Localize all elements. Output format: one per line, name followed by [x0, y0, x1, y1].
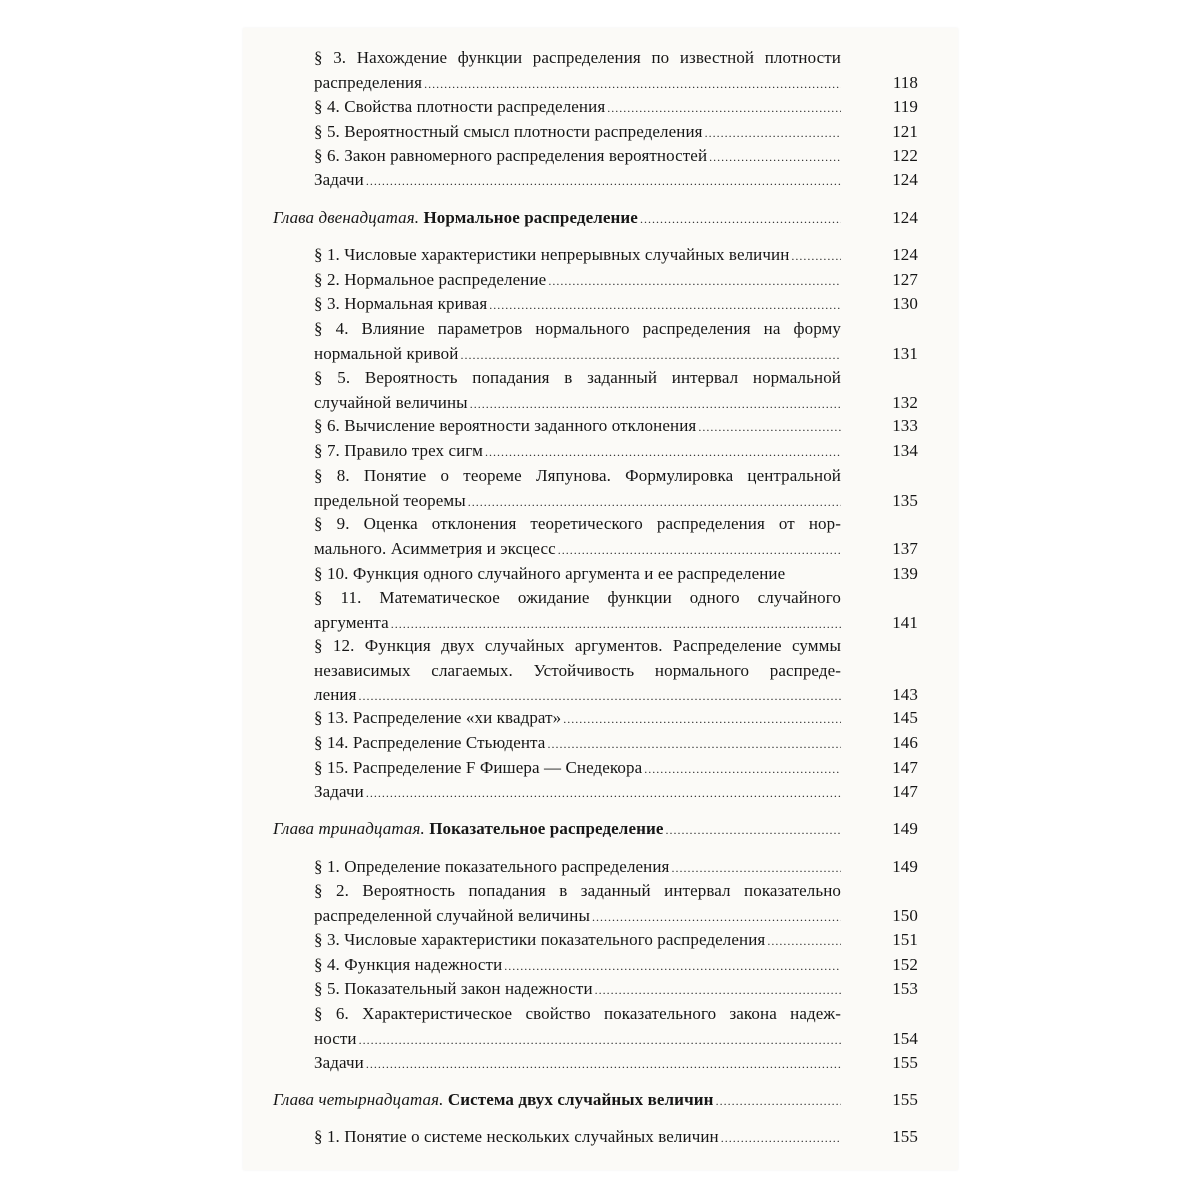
- entry-title: распределения: [314, 72, 423, 92]
- toc-entry-line: [314, 562, 841, 586]
- page-number: 124: [892, 170, 918, 189]
- toc-entry-line: [314, 439, 841, 463]
- entry-title: ления: [314, 685, 357, 704]
- dot-leader: [640, 207, 841, 231]
- page-number: 155: [892, 1053, 918, 1072]
- dot-leader: [366, 169, 841, 193]
- toc-entry-line: [314, 928, 841, 952]
- page-number: 122: [892, 146, 918, 165]
- toc-entry-line: [314, 120, 841, 144]
- dot-leader: [548, 269, 841, 293]
- toc-entry-line: [314, 243, 841, 267]
- toc-entry-line: § 8. Понятие о теореме Ляпунова. Формулировка центральной: [314, 466, 841, 485]
- dot-leader: [366, 1052, 841, 1076]
- entry-title: аргумента: [314, 612, 389, 632]
- page-number: 134: [892, 441, 918, 460]
- dot-leader: [558, 538, 841, 562]
- page-number: 153: [892, 979, 918, 998]
- toc-entry-line: § 12. Функция двух случайных аргументов. Распределение суммы: [314, 636, 841, 655]
- toc-entry-line: § 11. Математическое ожидание функции одного случайного: [314, 588, 841, 607]
- dot-leader: [767, 929, 841, 953]
- page-number: 139: [892, 564, 918, 583]
- dot-leader: [468, 490, 841, 514]
- entry-title: § 5. Показательный закон надежности: [314, 979, 593, 998]
- entry-title: § 6. Закон равномерного распределения вероятностей: [314, 146, 708, 165]
- entry-title: § 6. Вычисление вероятности заданного отклонения: [314, 416, 697, 435]
- chapter-label: Глава двенадцатая.: [273, 208, 420, 227]
- chapter-title: Система двух случайных величин: [447, 1090, 714, 1109]
- toc-entry-line: [314, 780, 841, 804]
- page-number: 152: [892, 955, 918, 974]
- dot-leader: [359, 684, 841, 708]
- toc-entry-line: [314, 855, 841, 879]
- toc-entry-line: [314, 414, 841, 438]
- entry-title: Задачи: [314, 170, 364, 189]
- entry-title: § 1. Числовые характеристики непрерывных случайных величин: [314, 245, 790, 264]
- chapter-label: Глава четырнадцатая.: [273, 1090, 444, 1109]
- toc-entry-line: [314, 1051, 841, 1075]
- dot-leader: [592, 905, 841, 929]
- entry-title: § 1. Понятие о системе нескольких случайных величин: [314, 1127, 719, 1146]
- page-number: 149: [892, 819, 918, 838]
- page-number: 118: [892, 72, 918, 92]
- toc-entry-line: [314, 683, 841, 707]
- dot-leader: [671, 856, 841, 880]
- toc-entry-line: [314, 1027, 841, 1051]
- toc-entry-line: [314, 756, 841, 780]
- toc-entry-line: [314, 977, 841, 1001]
- page-number: 127: [892, 270, 918, 289]
- toc-entry-line: § 5. Вероятность попадания в заданный интервал нормальной: [314, 368, 841, 387]
- toc-entry-line: § 4. Влияние параметров нормального распределения на форму: [314, 319, 841, 338]
- entry-title: Задачи: [314, 782, 364, 801]
- dot-leader: [705, 121, 841, 145]
- page-number: 154: [892, 1028, 918, 1048]
- page-number: 121: [892, 122, 918, 141]
- toc-entry-line: [314, 391, 841, 415]
- toc-entry-line: § 9. Оценка отклонения теоретического распределения от нор-: [314, 514, 841, 533]
- page-number: 150: [892, 905, 918, 925]
- page-number: 147: [892, 758, 918, 777]
- toc-entry-line: [314, 268, 841, 292]
- dot-leader: [391, 612, 841, 636]
- dot-leader: [470, 392, 841, 416]
- entry-title: Задачи: [314, 1053, 364, 1072]
- chapter-title: Нормальное распределение: [423, 208, 638, 227]
- entry-title: § 10. Функция одного случайного аргумента и ее распределение: [314, 564, 786, 583]
- entry-title: § 2. Нормальное распределение: [314, 270, 547, 289]
- dot-leader: [698, 415, 841, 439]
- page-number: 149: [892, 857, 918, 876]
- dot-leader: [607, 96, 841, 120]
- entry-title: мального. Асимметрия и эксцесс: [314, 538, 556, 558]
- dot-leader: [644, 757, 841, 781]
- page-number: 135: [892, 490, 918, 510]
- page-number: 137: [892, 538, 918, 558]
- toc-entry-line: [314, 71, 841, 95]
- toc-entry-line: [314, 904, 841, 928]
- toc-entry-line: [314, 611, 841, 635]
- page-number: 143: [892, 685, 918, 704]
- toc-entry-line: § 6. Характеристическое свойство показательного закона надеж-: [314, 1004, 841, 1023]
- entry-title: нормальной кривой: [314, 343, 459, 363]
- toc-entry-line: [314, 489, 841, 513]
- toc-entry-line: [314, 706, 841, 730]
- page-number: 146: [892, 733, 918, 752]
- toc-entry-line: § 3. Нахождение функции распределения по известной плотности: [314, 48, 841, 67]
- entry-title: § 3. Нормальная кривая: [314, 294, 488, 313]
- entry-title: § 5. Вероятностный смысл плотности распределения: [314, 122, 703, 141]
- page-number: 147: [892, 782, 918, 801]
- dot-leader: [504, 954, 841, 978]
- toc-entry-line: [314, 1125, 841, 1149]
- dot-leader: [547, 732, 841, 756]
- page-number: 124: [892, 245, 918, 264]
- page-number: 141: [892, 612, 918, 632]
- dot-leader: [721, 1126, 841, 1150]
- book-page: [243, 28, 958, 1170]
- entry-title: § 14. Распределение Стьюдента: [314, 733, 546, 752]
- page-number: 132: [892, 392, 918, 412]
- dot-leader: [563, 707, 841, 731]
- chapter-label: Глава тринадцатая.: [273, 819, 425, 838]
- page-number: 119: [892, 97, 918, 116]
- entry-title: ности: [314, 1028, 357, 1048]
- chapter-title: Показательное распределение: [429, 819, 664, 838]
- table-of-contents: [243, 28, 958, 1170]
- page-number: 151: [892, 930, 918, 949]
- toc-entry-line: [314, 953, 841, 977]
- page-number: 133: [892, 416, 918, 435]
- entry-title: распределенной случайной величины: [314, 905, 590, 925]
- chapter-title-line: [273, 206, 841, 230]
- dot-leader: [791, 244, 841, 268]
- entry-title: предельной теоремы: [314, 490, 466, 510]
- entry-title: § 4. Свойства плотности распределения: [314, 97, 606, 116]
- page-number: 155: [892, 1090, 918, 1109]
- toc-entry-line: [314, 292, 841, 316]
- dot-leader: [595, 978, 841, 1002]
- entry-title: § 7. Правило трех сигм: [314, 441, 483, 460]
- entry-title: § 15. Распределение F Фишера — Снедекора: [314, 758, 643, 777]
- entry-title: § 4. Функция надежности: [314, 955, 503, 974]
- dot-leader: [489, 293, 841, 317]
- toc-entry-line: [314, 144, 841, 168]
- dot-leader: [424, 72, 841, 96]
- page-number: 155: [892, 1127, 918, 1146]
- chapter-title-line: [273, 817, 841, 841]
- dot-leader: [366, 781, 841, 805]
- chapter-title-line: [273, 1088, 841, 1112]
- page-number: 145: [892, 708, 918, 727]
- page-number: 131: [892, 343, 918, 363]
- entry-title: случайной величины: [314, 392, 468, 412]
- page-number: 124: [892, 208, 918, 227]
- dot-leader: [359, 1028, 841, 1052]
- toc-entry-line: [314, 342, 841, 366]
- entry-title: § 13. Распределение «хи квадрат»: [314, 708, 562, 727]
- page-number: 130: [892, 294, 918, 313]
- toc-entry-line: [314, 537, 841, 561]
- toc-entry-line: независимых слагаемых. Устойчивость нормального распреде-: [314, 660, 841, 680]
- toc-entry-line: § 2. Вероятность попадания в заданный интервал показательно: [314, 881, 841, 900]
- dot-leader: [666, 818, 841, 842]
- entry-title: § 1. Определение показательного распределения: [314, 857, 670, 876]
- entry-title: § 3. Числовые характеристики показательного распределения: [314, 930, 766, 949]
- toc-entry-line: [314, 731, 841, 755]
- toc-entry-line: [314, 168, 841, 192]
- dot-leader: [709, 145, 841, 169]
- toc-entry-line: [314, 95, 841, 119]
- dot-leader: [460, 343, 841, 367]
- dot-leader: [485, 440, 841, 464]
- dot-leader: [716, 1089, 841, 1113]
